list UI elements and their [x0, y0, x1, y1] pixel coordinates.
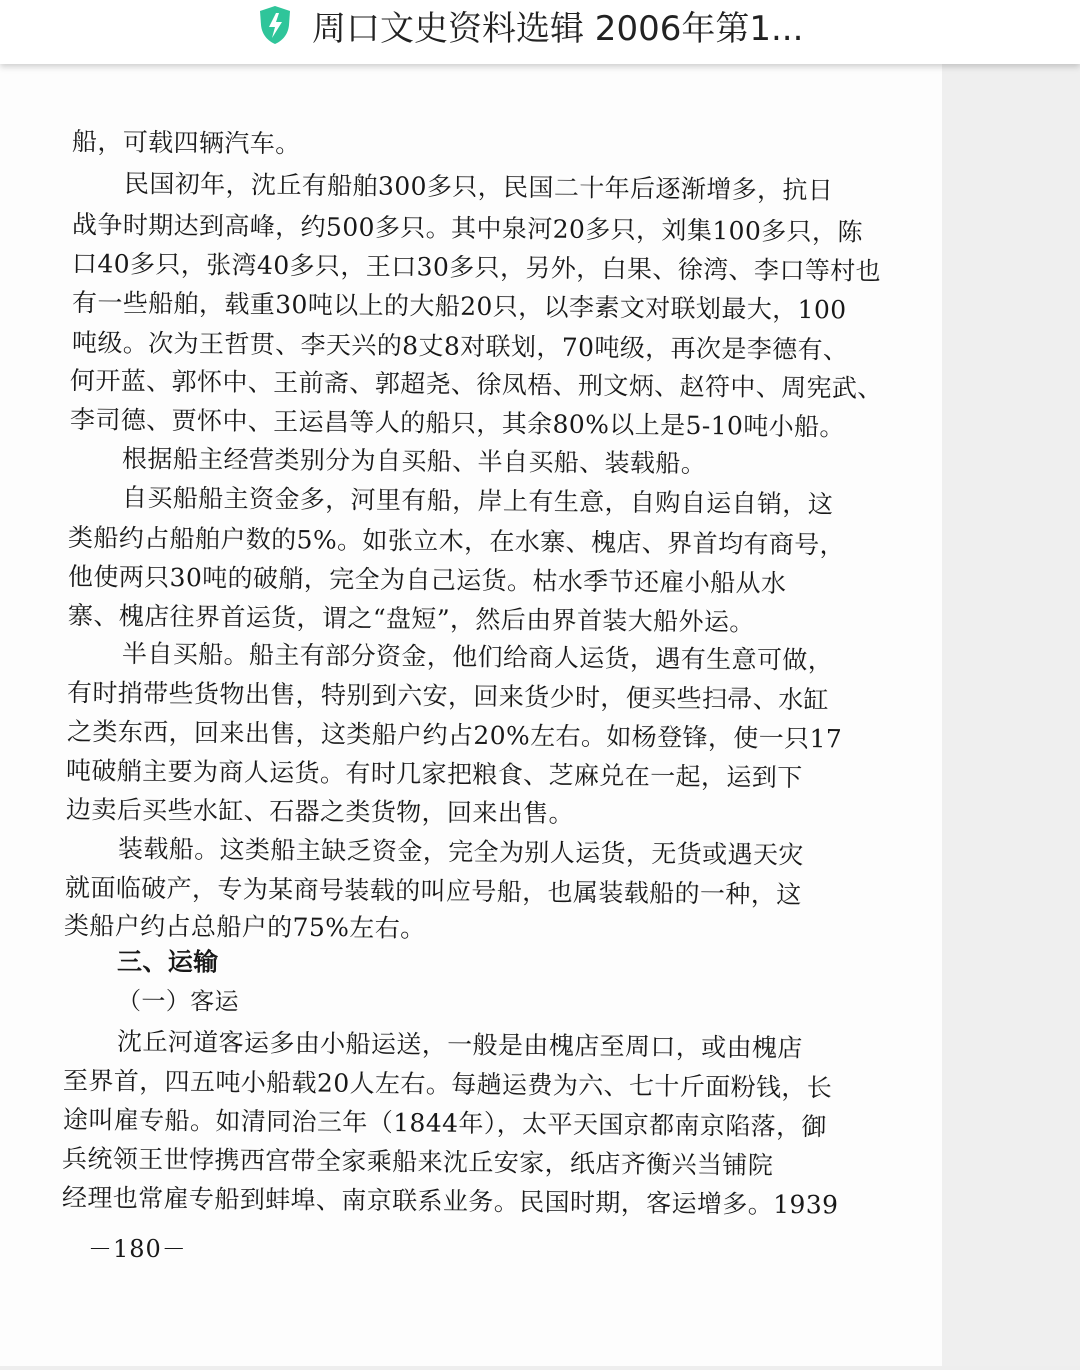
text-line-2: 民国初年，沈丘有船舶300多只，民国二十年后逐渐增多，抗日 [123, 169, 834, 205]
top-title-bar [0, 0, 1080, 64]
bottom-edge [0, 1366, 1080, 1370]
text-line-1: 船，可载四辆汽车。 [71, 127, 301, 159]
text-line-21: 类船户约占总船户的75%左右。 [63, 911, 426, 943]
text-line-6: 吨级。次为王哲贯、李天兴的8丈8对联划，70吨级，再次是李德有、 [71, 328, 849, 365]
document-title: 周口文史资料选辑 2006年第1... [312, 8, 804, 49]
page-number: －180－ [88, 1235, 187, 1263]
text-line-14: 半自买船。船主有部分资金，他们给商人运货，遇有生意可做， [121, 639, 834, 675]
text-line-3: 战争时期达到高峰，约500多只。其中泉河20多只，刘集100多只，陈 [71, 210, 863, 247]
text-line-13: 寨、槐店往界首运货，谓之“盘短”，然后由界首装大船外运。 [67, 601, 755, 637]
text-line-20: 就面临破产，专为某商号装载的叫应号船，也属装载船的一种，这 [64, 873, 802, 910]
document-viewport[interactable] [0, 64, 1080, 1370]
scanned-document-page [0, 64, 942, 1370]
text-line-22: 三、运输 [116, 947, 219, 977]
page-text-block [0, 64, 942, 1370]
text-line-7: 何开蓝、郭怀中、王前斋、郭超尧、徐凤梧、刑文炳、赵符中、周宪武、 [69, 366, 883, 403]
text-line-12: 他使两只30吨的破艄，完全为自己运货。枯水季节还雇小船从水 [67, 562, 787, 598]
text-line-9: 根据船主经营类别分为自买船、半自买船、装载船。 [121, 444, 707, 479]
text-line-18: 边卖后买些水缸、石器之类货物，回来出售。 [65, 795, 575, 828]
text-line-10: 自买船船主资金多，河里有船，岸上有生意，自购自运自销，这 [121, 483, 834, 519]
green-shield-lightning-icon [256, 4, 294, 46]
text-line-15: 有时捎带些货物出售，特别到六安，回来货少时，便买些扫帚、水缸 [66, 678, 830, 715]
text-line-16: 之类东西，回来出售，这类船户约占20%左右。如杨登锋，使一只17 [66, 717, 843, 754]
text-line-19: 装载船。这类船主缺乏资金，完全为别人运货，无货或遇天灾 [117, 834, 804, 870]
text-line-4: 口40多只，张湾40多只，王口30多只，另外，白果、徐湾、李口等村也 [71, 249, 882, 286]
text-line-5: 有一些船舶，载重30吨以上的大船20只，以李素文对联划最大，100 [71, 288, 847, 325]
title-area [256, 4, 804, 49]
text-line-17: 吨破艄主要为商人运货。有时几家把粮食、芝麻兑在一起，运到下 [65, 756, 803, 793]
text-line-26: 途叫雇专船。如清同治三年（1844年），太平天国京都南京陷落，御 [62, 1105, 828, 1142]
text-line-8: 李司德、贾怀中、王运昌等人的船只，其余80%以上是5-10吨小船。 [69, 405, 846, 442]
text-line-25: 至界首，四五吨小船载20人左右。每趟运费为六、七十斤面粉钱，长 [62, 1066, 833, 1103]
text-line-11: 类船约占船舶户数的5%。如张立木，在水寨、槐店、界首均有商号， [67, 523, 846, 560]
viewer-side-gutter [942, 64, 1080, 1370]
text-line-28: 经理也常雇专船到蚌埠、南京联系业务。民国时期，客运增多。1939 [61, 1183, 839, 1220]
text-line-27: 兵统领王世悖携西宫带全家乘船来沈丘安家，纸店齐衡兴当铺院 [61, 1144, 774, 1180]
text-line-24: 沈丘河道客运多由小船运送，一般是由槐店至周口，或由槐店 [116, 1027, 803, 1063]
text-line-23: （一）客运 [116, 987, 240, 1016]
